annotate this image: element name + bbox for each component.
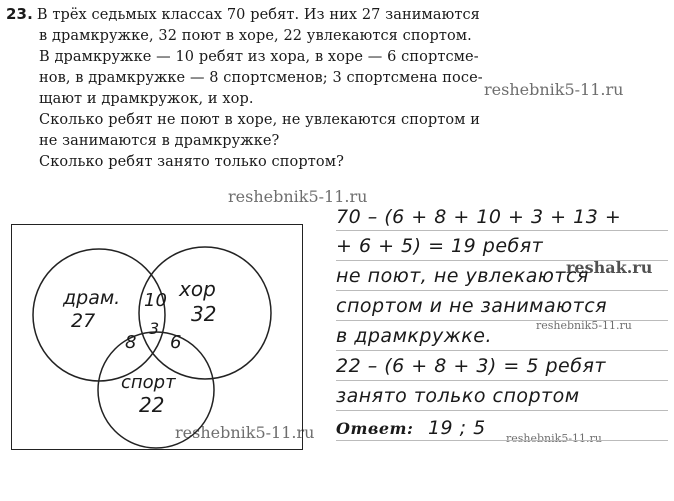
solution-line-5: в драмкружке.	[336, 325, 493, 347]
choir-label: хор	[179, 277, 216, 301]
problem-line-2: в драмкружке, 32 поют в хоре, 22 увлекаются спортом.	[39, 28, 472, 44]
question-1-line-1: Сколько ребят не поют в хоре, не увлекаются спортом и	[39, 112, 481, 128]
drama-circle	[33, 249, 165, 381]
drama-only-value: 27	[71, 310, 96, 332]
watermark: reshebnik5-11.ru	[506, 432, 602, 445]
question-1-line-2: не занимаются в драмкружке?	[39, 133, 280, 149]
watermark: reshebnik5-11.ru	[228, 187, 368, 206]
solution-line-6: 22 – (6 + 8 + 3) = 5 ребят	[336, 355, 606, 377]
solution-line-4: спортом и не занимаются	[336, 295, 608, 317]
problem-line-5: щают и драмкружок, и хор.	[39, 91, 254, 107]
watermark: reshebnik5-11.ru	[175, 423, 315, 442]
solution-line-2: + 6 + 5) = 19 ребят	[336, 235, 544, 257]
solution-line-3: не поют, не увлекаются	[336, 265, 589, 287]
watermark: reshebnik5-11.ru	[536, 319, 632, 332]
choir-sport-value: 6	[170, 332, 182, 353]
answer-label: Ответ:	[336, 419, 414, 438]
problem-number: 23.	[6, 5, 33, 23]
solution-line-1: 70 – (6 + 8 + 10 + 3 + 13 +	[336, 206, 622, 228]
drama-choir-value: 10	[144, 290, 167, 311]
all-three-value: 3	[149, 319, 160, 338]
answer-value: 19 ; 5	[427, 417, 486, 439]
drama-sport-value: 8	[125, 332, 137, 353]
problem-line-3: В драмкружке — 10 ребят из хора, в хоре — 6 спортсме-	[39, 49, 479, 65]
sport-only-value: 22	[139, 393, 165, 417]
drama-label: драм.	[63, 287, 121, 309]
answer-line	[336, 417, 486, 439]
choir-only-value: 32	[191, 302, 217, 326]
venn-diagram	[11, 224, 303, 450]
sport-label: спорт	[121, 372, 176, 393]
question-2: Сколько ребят занято только спортом?	[39, 154, 344, 170]
problem-line-4: нов, в драмкружке — 8 спортсменов; 3 спортсмена посе-	[39, 70, 483, 86]
watermark: reshebnik5-11.ru	[484, 80, 624, 99]
solution-line-7: занято только спортом	[336, 385, 580, 407]
problem-line-1: 23. В трёх седьмых классах 70 ребят. Из них 27 занимаются	[6, 5, 480, 23]
watermark: reshak.ru	[566, 258, 653, 277]
